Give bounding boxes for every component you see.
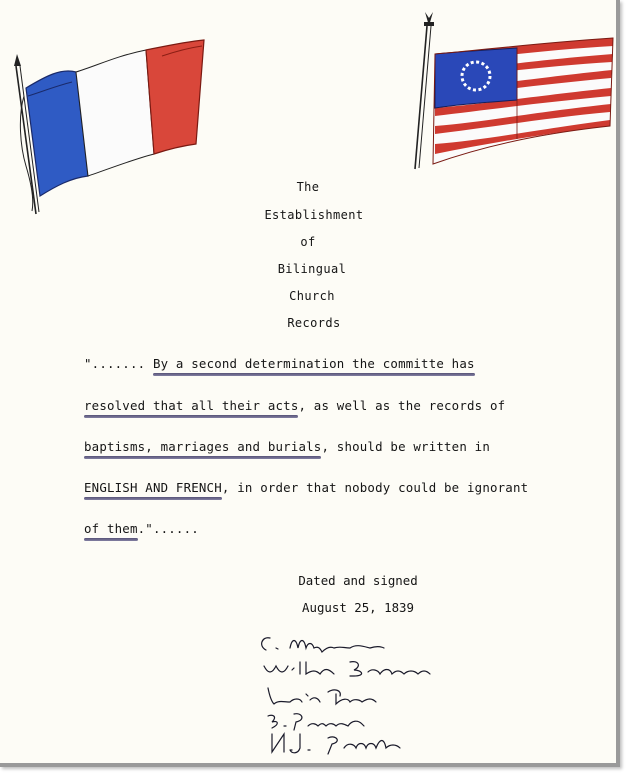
quote-line-3-underlined: baptisms, marriages and burials (84, 439, 322, 454)
quote-line-4-underlined: ENGLISH AND FRENCH (84, 480, 222, 495)
title-line-2: Establishment (264, 208, 364, 222)
signing-date: August 25, 1839 (302, 600, 414, 615)
signature-4 (268, 714, 364, 730)
quote-line-5-suffix: ."...... (137, 521, 199, 536)
dated-signed-label: Dated and signed (298, 573, 418, 588)
quote-line-2 (84, 398, 505, 413)
quote-line-2-suffix: , as well as the records of (298, 398, 506, 413)
signature-2 (264, 662, 430, 676)
title-line-6: Records (287, 316, 341, 330)
quote-line-1-underlined: By a second determination the committe has (152, 356, 475, 371)
title-line-5: Church (289, 289, 335, 303)
signature-5 (272, 734, 400, 754)
title-line-1: The (296, 180, 320, 194)
quote-line-1 (84, 356, 475, 371)
title-line-4: Bilingual (277, 262, 347, 276)
title-line-3: of (300, 235, 316, 249)
signatures-block (250, 630, 450, 760)
quote-line-3-suffix: , should be written in (321, 439, 490, 454)
quote-line-5 (84, 521, 199, 536)
signature-3 (268, 688, 376, 704)
signature-1 (262, 638, 384, 652)
quote-line-5-underlined: of them (84, 521, 138, 536)
quote-line-4-suffix: , in order that nobody could be ignorant (221, 480, 529, 495)
quote-line-4 (84, 480, 528, 495)
quote-line-1-prefix: "....... (84, 356, 146, 371)
quote-line-3 (84, 439, 490, 454)
betsy-ross-flag-icon (405, 4, 620, 174)
quote-line-2-underlined: resolved that all their acts (84, 398, 299, 413)
